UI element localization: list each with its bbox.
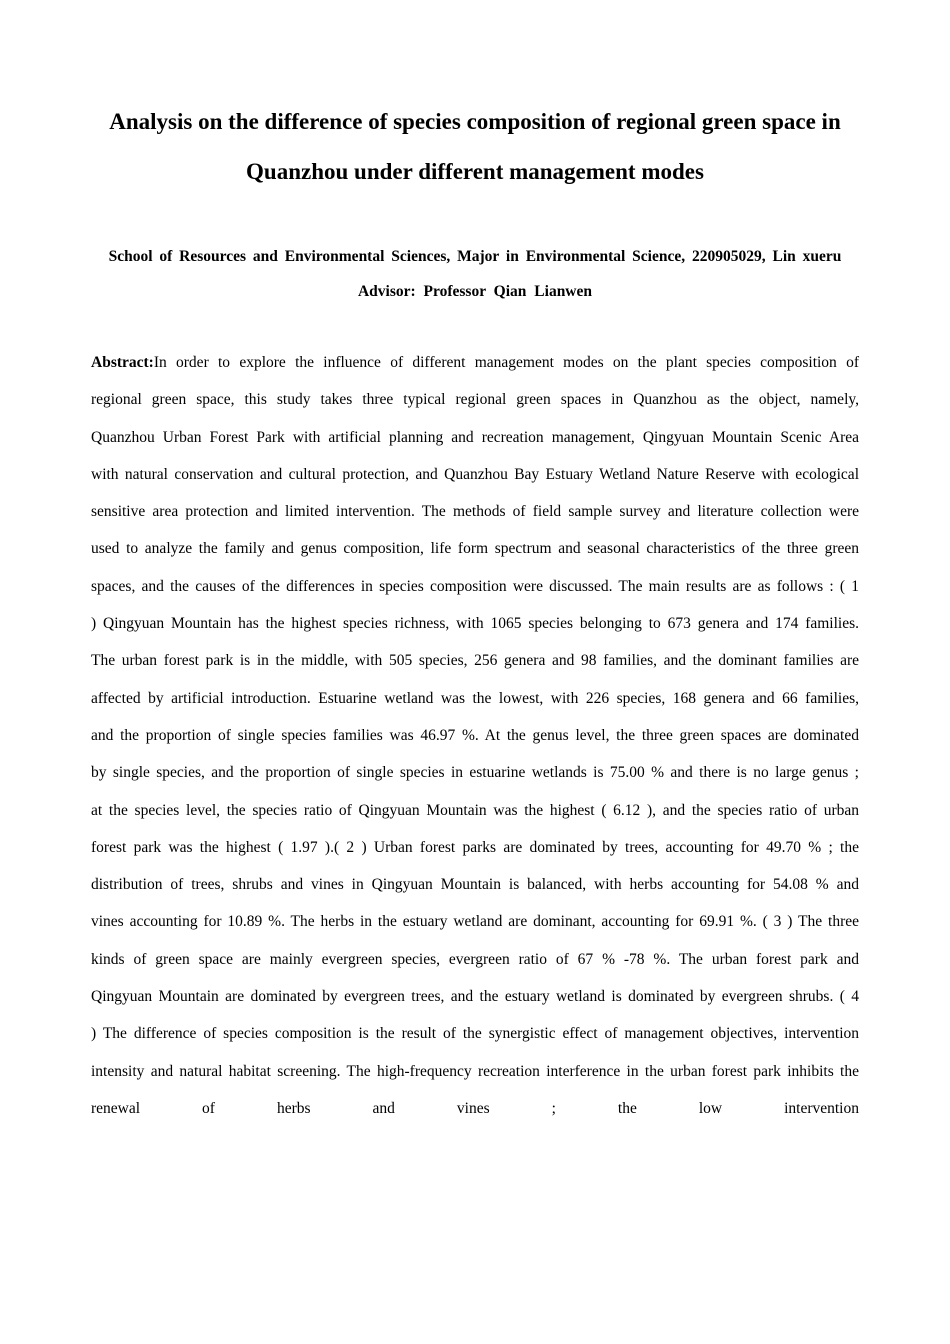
paper-title: Analysis on the difference of species composition of regional green space in Quanzhou under different management modes <box>109 109 841 184</box>
advisor-line: Advisor: Professor Qian Lianwen <box>357 283 593 300</box>
author-affiliation: School of Resources and Environmental Sciences, Major in Environmental Science, 220905029, Lin xueru <box>108 248 842 265</box>
abstract-paragraph <box>91 344 859 1127</box>
abstract-text: In order to explore the influence of different management modes on the plant species composition of regional green space, this study takes three typical regional green spaces in Quanzhou as the object, namely, Quanzhou Urban Forest Park with artificial planning and recreation management, Qingyuan Mountain Scenic Area with natural conservation and cultural protection, and Quanzhou Bay Estuary Wetland Nature Reserve with ecological sensitive area protection and limited intervention. The methods of field sample survey and literature collection were used to analyze the family and genus composition, life form spectrum and seasonal characteristics of the three green spaces, and the causes of the differences in species composition were discussed. The main results are as follows : ( 1 ) Qingyuan Mountain has the highest species richness, with 1065 species belonging to 673 genera and 174 families. The urban forest park is in the middle, with 505 species, 256 genera and 98 families, and the dominant families are affected by artificial introduction. Estuarine wetland was the lowest, with 226 species, 168 genera and 66 families, and the proportion of single species families was 46.97 %. At the genus level, the three green spaces are dominated by single species, and the proportion of single species in estuarine wetlands is 75.00 % and there is no large genus ; at the species level, the species ratio of Qingyuan Mountain was the highest ( 6.12 ), and the species ratio of urban forest park was the highest ( 1.97 ).( 2 ) Urban forest parks are dominated by trees, accounting for 49.70 % ; the distribution of trees, shrubs and vines in Qingyuan Mountain is balanced, with herbs accounting for 54.08 % and vines accounting for 10.89 %. The herbs in the estuary wetland are dominant, accounting for 69.91 %. ( 3 ) The three kinds of green space are mainly evergreen species, evergreen ratio of 67 % -78 %. The urban forest park and Qingyuan Mountain are dominated by evergreen trees, and the estuary wetland is dominated by evergreen shrubs. ( 4 ) The difference of species composition is the result of the synergistic effect of management objectives, intervention intensity and natural habitat screening. The high-frequency recreation interference in the urban forest park inhibits the renewal of herbs and vines ; the low intervention <box>91 354 859 1117</box>
abstract-label: Abstract: <box>91 354 154 371</box>
